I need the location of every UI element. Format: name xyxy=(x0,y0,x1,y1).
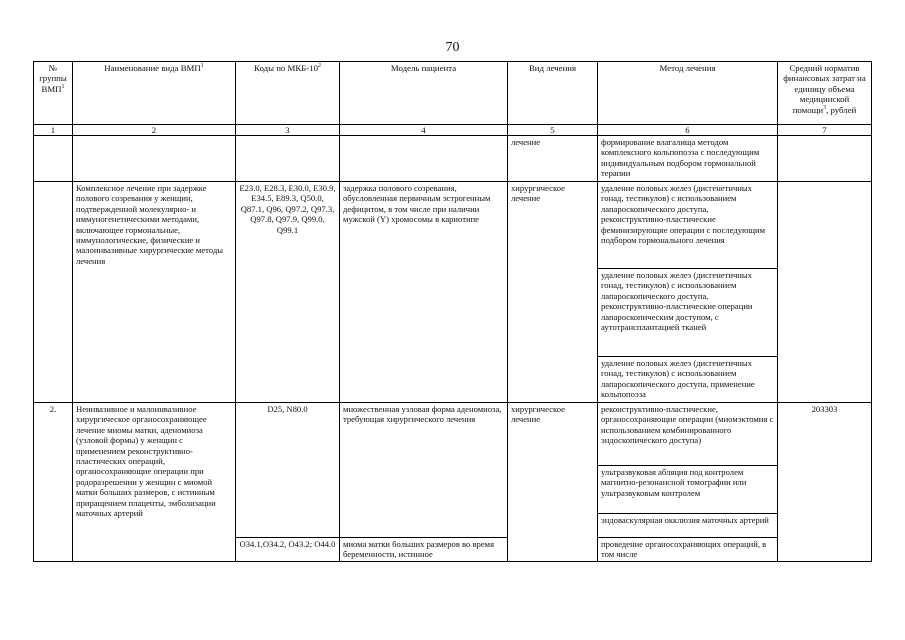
cell-method: реконструктивно-пластические, органосохраняющие операции (миомэктомия с использованием комбинированного эндоскопического доступа) xyxy=(598,403,778,466)
vmp-table xyxy=(33,61,872,562)
cell-codes: E23.0, E28.3, E30.0, E30.9, E34.5, E89.3, Q50.0, Q87.1, Q96, Q97.2, Q97.3, Q97.8, Q97.9, Q99.0, Q99.1 xyxy=(236,182,340,403)
header-method: Метод лечения xyxy=(598,62,778,125)
cell-group: 2. xyxy=(34,403,73,562)
cell-codes xyxy=(236,136,340,182)
column-index: 2 xyxy=(73,125,236,136)
cell-codes: O34.1,O34.2, O43.2; O44.0 xyxy=(236,538,340,562)
cell-treatment: хирургическое лечение xyxy=(508,182,598,403)
table-row xyxy=(34,182,872,269)
cell-model: задержка полового созревания, обусловленная первичным эстрогенным дефицитом, в том числе при наличии мужской (Y) хромосомы в кариотипе xyxy=(340,182,508,403)
header-name: Наименование вида ВМП$^1$ xyxy=(73,62,236,125)
cell-cost: 203303 xyxy=(778,403,872,562)
cell-treatment: хирургическое лечение xyxy=(508,403,598,538)
column-index: 7 xyxy=(778,125,872,136)
cell-method: удаление половых желез (дисгенетичных гонад, тестикулов) с использованием лапароскопического доступа, реконструктивно-пластические операции лапароскопическим доступом, с аутотрансплантацией тканей xyxy=(598,269,778,357)
table-row xyxy=(34,403,872,466)
column-index: 3 xyxy=(236,125,340,136)
column-index: 4 xyxy=(340,125,508,136)
table-row xyxy=(34,136,872,182)
header-treatment: Вид лечения xyxy=(508,62,598,125)
cell-cost xyxy=(778,182,872,403)
cell-treatment xyxy=(508,538,598,562)
cell-codes: D25, N80.0 xyxy=(236,403,340,538)
cell-group xyxy=(34,182,73,403)
cell-method: формирование влагалища методом комплексного кольпопоэза с последующим индивидуальным подбором гормональной терапии xyxy=(598,136,778,182)
cell-cost xyxy=(778,136,872,182)
page-number: 70 xyxy=(445,40,460,55)
cell-method: удаление половых желез (дисгенетичных гонад, тестикулов) с использованием лапароскопического доступа, применение кольпопоэза xyxy=(598,357,778,403)
column-index: 6 xyxy=(598,125,778,136)
cell-name: Комплексное лечение при задержке полового созревания у женщин, подтвержденной молекулярно- и иммуногенетическими методами, включающее гормональные, иммунологические, физические и малоинвазивные хирургические методы лечения xyxy=(73,182,236,403)
header-codes: Коды по МКБ-$10^2$ xyxy=(236,62,340,125)
cell-model: множественная узловая форма аденомиоза, требующая хирургического лечения xyxy=(340,403,508,538)
column-index-row xyxy=(34,125,872,136)
cell-method: ультразвуковая абляция под контролем магнитно-резонансной томографии или ультразвуковым контролем xyxy=(598,466,778,514)
header-row xyxy=(34,62,872,125)
cell-name xyxy=(73,136,236,182)
header-cost: Средний норматив финансовых затрат на единицу объема медицинской помощи$^3$, рублей xyxy=(778,62,872,125)
column-index: 1 xyxy=(34,125,73,136)
cell-method: проведение органосохраняющих операций, в том числе xyxy=(598,538,778,562)
cell-model: миома матки больших размеров во время беременности, истинное xyxy=(340,538,508,562)
cell-treatment: лечение xyxy=(508,136,598,182)
header-group: № группы ВМП$^1$ xyxy=(34,62,73,125)
cell-method: эндоваскулярная окклюзия маточных артерий xyxy=(598,514,778,538)
cell-group xyxy=(34,136,73,182)
cell-method: удаление половых желез (дисгенетичных гонад, тестикулов) с использованием лапароскопического доступа, реконструктивно-пластические феминизирующие операции с последующим подбором гормонального лечения xyxy=(598,182,778,269)
column-index: 5 xyxy=(508,125,598,136)
cell-model xyxy=(340,136,508,182)
cell-name: Неинвазивное и малоинвазивное хирургическое органосохраняющее лечение миомы матки, аденомиоза (узловой формы) у женщин с применением реконструктивно-пластических операций, органосохраняющие операции при родоразрешении у женщин с миомой матки больших размеров, с истинным приращением плаценты, эмболизации маточных артерий xyxy=(73,403,236,562)
header-model: Модель пациента xyxy=(340,62,508,125)
